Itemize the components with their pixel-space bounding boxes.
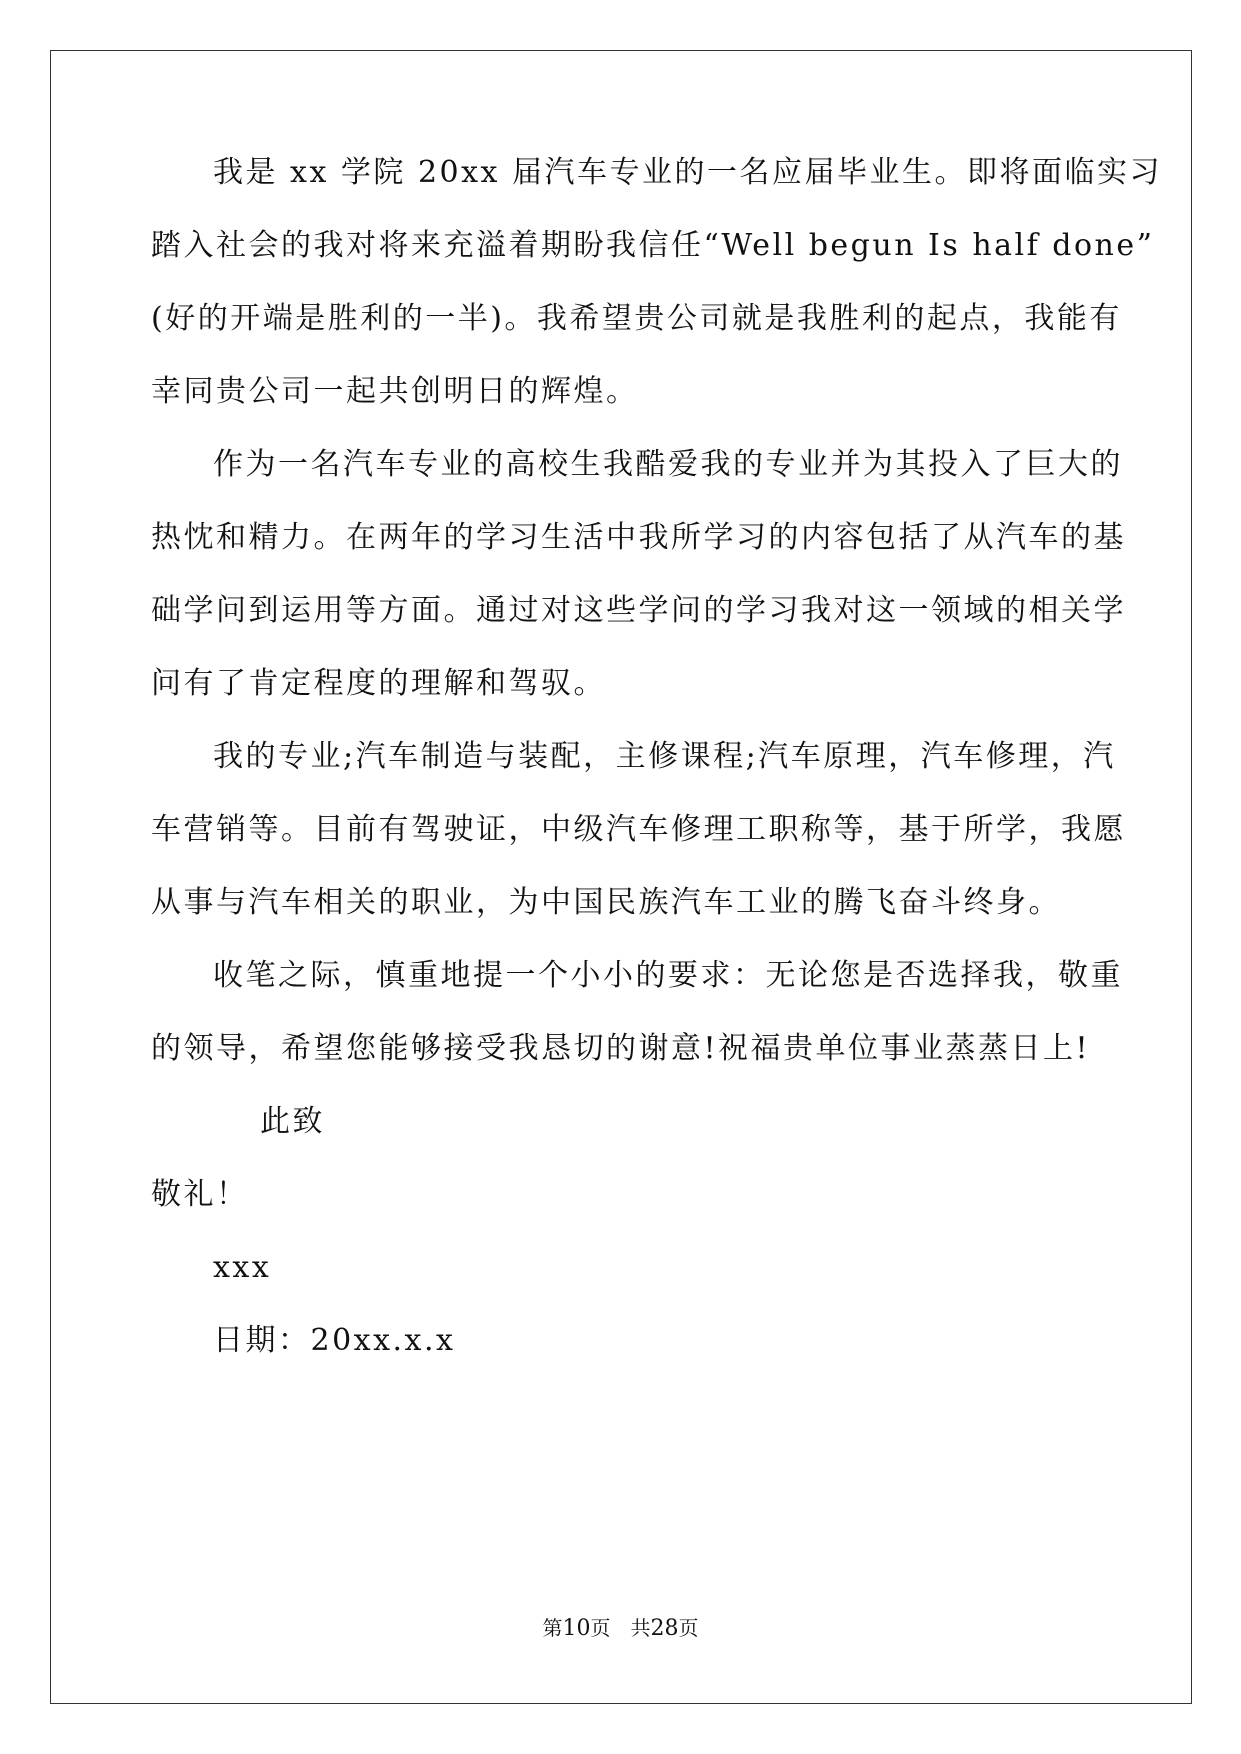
paragraph-4-line-2: 的领导，希望您能够接受我恳切的谢意!祝福贵单位事业蒸蒸日上!	[151, 1031, 1091, 1066]
paragraph-3-line-3: 从事与汽车相关的职业，为中国民族汽车工业的腾飞奋斗终身。	[151, 885, 1061, 920]
total-page-count: 28	[650, 1616, 679, 1641]
paragraph-1-line-2: 踏入社会的我对将来充溢着期盼我信任“Well begun Is half done”	[151, 228, 1155, 263]
paragraph-3-line-2: 车营销等。目前有驾驶证，中级汽车修理工职称等，基于所学，我愿	[151, 812, 1126, 847]
paragraph-2-line-4: 问有了肯定程度的理解和驾驭。	[151, 666, 606, 701]
paragraph-2-line-2: 热忱和精力。在两年的学习生活中我所学习的内容包括了从汽车的基	[151, 520, 1126, 555]
paragraph-4-line-1: 收笔之际，慎重地提一个小小的要求：无论您是否选择我，敬重	[213, 958, 1123, 993]
total-suffix: 页	[678, 1616, 699, 1640]
signature: xxx	[213, 1250, 272, 1285]
page-border	[50, 50, 1192, 1704]
paragraph-1-line-4: 幸同贵公司一起共创明日的辉煌。	[151, 374, 639, 409]
paragraph-1-line-3: (好的开端是胜利的一半)。我希望贵公司就是我胜利的起点，我能有	[151, 301, 1122, 336]
date-line: 日期：20xx.x.x	[213, 1323, 456, 1358]
page-suffix: 页	[590, 1616, 611, 1640]
salutation: 敬礼！	[151, 1177, 249, 1212]
total-prefix: 共	[630, 1616, 651, 1640]
paragraph-2-line-1: 作为一名汽车专业的高校生我酷爱我的专业并为其投入了巨大的	[213, 447, 1123, 482]
closing-phrase: 此致	[260, 1104, 325, 1139]
paragraph-1-line-1: 我是 xx 学院 20xx 届汽车专业的一名应届毕业生。即将面临实习	[213, 155, 1162, 190]
paragraph-3-line-1: 我的专业;汽车制造与装配，主修课程;汽车原理，汽车修理，汽	[213, 739, 1116, 774]
page-prefix: 第	[542, 1616, 563, 1640]
page-footer	[0, 1616, 1241, 1641]
current-page-number: 10	[562, 1616, 591, 1641]
paragraph-2-line-3: 础学问到运用等方面。通过对这些学问的学习我对这一领域的相关学	[151, 593, 1126, 628]
